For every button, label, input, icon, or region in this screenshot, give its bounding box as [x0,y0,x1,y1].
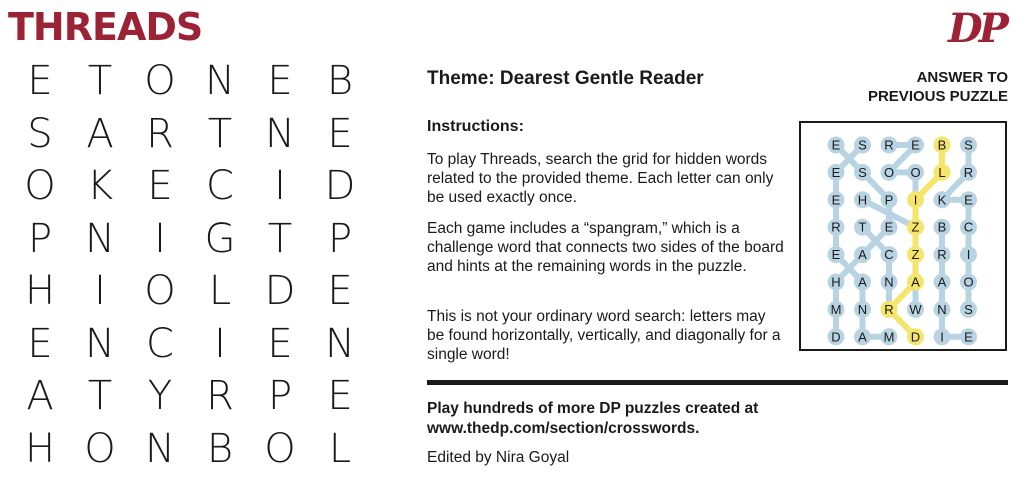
grid-letter: E [267,320,293,367]
instructions-paragraph-3: This is not your ordinary word search: letters may be found horizontally, vertically, and diagonally for a single word! [427,308,781,363]
grid-letter: E [327,268,353,315]
answer-letter: R [884,137,894,153]
answer-letter: E [964,329,973,345]
answer-letter: A [858,274,867,290]
divider-rule [427,380,1008,385]
grid-letter: E [27,58,53,105]
grid-letter: B [326,58,354,105]
theme-label: Theme: Dearest Gentle Reader [427,68,704,89]
grid-letter: N [85,320,115,367]
promo-link[interactable]: www.thedp.com/section/crosswords. [427,420,700,437]
answer-letter: B [937,137,947,153]
grid-letter: O [144,268,176,315]
answer-letter: O [910,164,921,180]
grid-letter: C [146,320,174,367]
instructions-paragraph-2: Each game includes a “spangram,” which is a challenge word that connects two sides of the board and hints at the remaining words in the puzzle. [427,220,784,275]
answer-letter: N [937,301,947,317]
answer-letter: A [858,329,867,345]
answer-title-line1: ANSWER TO [916,69,1008,86]
answer-letter: E [831,137,841,153]
answer-letter: A [858,247,867,263]
answer-letter: E [911,137,920,153]
answer-letter: A [911,274,920,290]
answer-letter: C [963,219,974,235]
answer-letter: R [884,301,894,317]
grid-letter: O [24,163,56,210]
grid-letter: T [87,58,113,105]
grid-letter: Y [147,373,173,420]
grid-letter: P [267,373,293,420]
grid-letter: L [208,268,232,315]
answer-letter: N [884,274,894,290]
grid-letter: N [265,110,295,157]
answer-letter: O [883,164,895,180]
grid-letter: I [274,163,286,210]
promo-line-1: Play hundreds of more DP puzzles created at [427,400,759,417]
grid-letter: N [205,58,235,105]
answer-letter: S [964,137,973,153]
answer-letter: B [937,219,947,235]
grid-letter: H [24,425,56,472]
puzzle-title: THREADS [8,5,203,49]
answer-letter: E [884,219,894,235]
promo-text [427,399,987,439]
letter-grid [10,55,370,475]
grid-letter: L [328,425,352,472]
answer-letter: N [857,301,868,317]
grid-letter: E [327,373,353,420]
answer-letter: E [831,247,841,263]
answer-letter: S [964,301,973,317]
answer-letter: M [883,329,895,345]
grid-letter: D [324,163,356,210]
grid-letter: T [87,373,113,420]
answer-letter: H [831,274,841,290]
grid-letter: O [144,58,176,105]
grid-letter: N [145,425,175,472]
grid-letter: E [147,163,173,210]
answer-letter: D [831,329,841,345]
answer-letter: E [964,192,973,208]
answer-letter: P [884,192,894,208]
grid-letter: E [327,110,353,157]
grid-letter: A [86,110,114,157]
instructions-paragraph-1: To play Threads, search the grid for hidden words related to the provided theme. Each letter can only be used exactly once. [427,151,774,206]
grid-letter: E [27,320,53,367]
grid-letter: I [94,268,106,315]
previous-answer-board [799,121,1007,351]
answer-letter: H [857,192,868,208]
grid-letter: I [154,215,166,262]
answer-letter: S [858,137,867,153]
answer-letter: I [940,329,944,345]
grid-letter: T [267,215,293,262]
instructions-heading: Instructions: [427,118,524,135]
answer-letter: I [913,192,918,208]
answer-title [788,68,1008,106]
grid-letter: E [267,58,293,105]
grid-letter: N [325,320,355,367]
answer-letter: I [966,247,971,263]
answer-letter: R [831,219,841,235]
answer-letter: Z [911,219,920,235]
answer-letter: M [830,301,842,317]
answer-letter: K [937,192,947,208]
answer-letter: R [963,164,974,180]
answer-letter: L [938,164,946,180]
grid-letter: P [327,215,353,262]
answer-letter: R [937,247,947,263]
grid-letter: N [85,215,115,262]
answer-board-svg [801,123,1005,349]
answer-letter: S [858,164,867,180]
answer-letter: E [831,192,841,208]
answer-letter: A [937,274,947,290]
grid-letter: O [84,425,116,472]
answer-word-path [863,227,890,309]
grid-letter: T [207,110,233,157]
grid-letter: K [86,163,114,210]
grid-letter: O [264,425,296,472]
grid-letter: R [206,373,234,420]
dp-logo: DP [948,5,1005,52]
answer-letter: C [884,247,894,263]
grid-letter: H [24,268,56,315]
answer-letter: T [858,219,867,235]
grid-letter: I [214,320,226,367]
answer-letter: E [831,164,841,180]
grid-letter: R [146,110,174,157]
grid-letter: A [26,373,54,420]
grid-letter: P [27,215,53,262]
grid-letter: C [206,163,234,210]
grid-letter: D [264,268,296,315]
answer-letter: O [963,274,974,290]
grid-letter: S [27,110,53,157]
answer-title-line2: PREVIOUS PUZZLE [867,88,1008,105]
answer-letter: Z [911,247,920,263]
grid-letter: G [204,215,236,262]
editor-credit: Edited by Nira Goyal [427,449,570,466]
answer-letter: W [909,301,922,317]
grid-letter: B [206,425,234,472]
answer-letter: D [910,329,921,345]
